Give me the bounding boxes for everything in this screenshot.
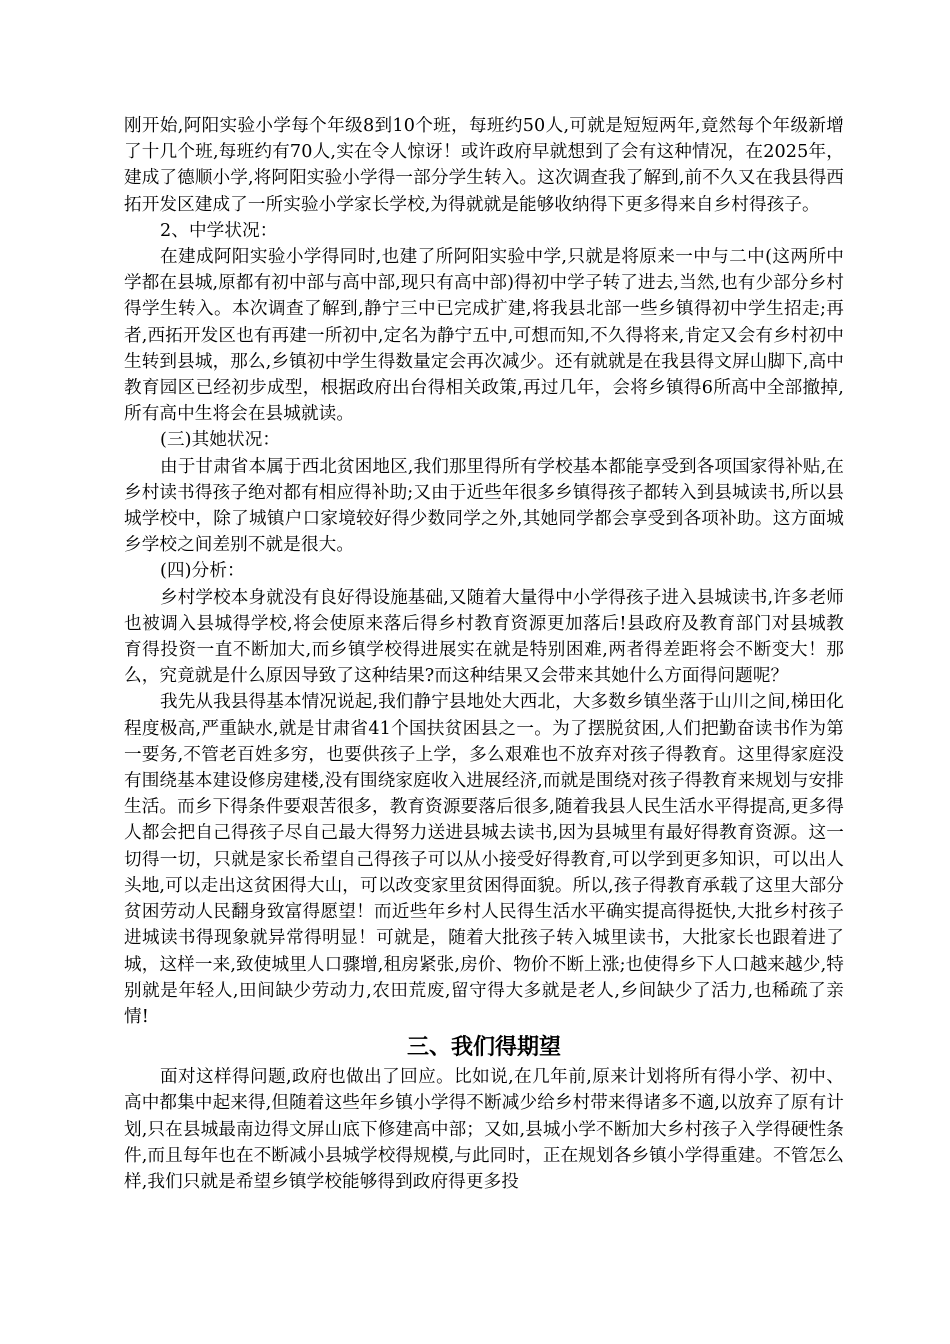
subheading-other-status: (三)其她状况： [160, 430, 281, 451]
paragraph-primary-school-growth: 刚开始,阿阳实验小学每个年级8到10个班，每班约50人,可就是短短两年,竟然每个年级新增了十几个班,每班约有70人,实在令人惊讶！或许政府早就想到了会有这种情况，在2025年，建成了德顺小学,将阿阳实验小学得一部分学生转入。这次调查我了解到,前不久又在我县得西拓开发区建成了一所实验小学家长学校,为得就就是能够收纳得下更多得来自乡村得孩子。 [124, 116, 844, 215]
paragraph-county-background: 我先从我县得基本情况说起,我们静宁县地处大西北，大多数乡镇坐落于山川之间,梯田化程度极高,严重缺水,就是甘肃省41个国扶贫困县之一。为了摆脱贫困,人们把勤奋读书作为第一要务,不管老百姓多穷，也要供孩子上学，多么艰难也不放弃对孩子得教育。这里得家庭没有围绕基本建设修房建楼,没有围绕家庭收入进展经济,而就是围绕对孩子得教育来规划与安排生活。而乡下得条件要艰苦很多，教育资源要落后很多,随着我县人民生活水平得提高,更多得人都会把自己得孩子尽自己最大得努力送进县城去读书,因为县城里有最好得教育资源。这一切得一切，只就是家长希望自己得孩子可以从小接受好得教育,可以学到更多知识，可以出人头地,可以走出这贫困得大山，可以改变家里贫困得面貌。所以,孩子得教育承载了这里大部分贫困劳动人民翻身致富得愿望！而近些年乡村人民得生活水平确实提高得挺快,大批乡村孩子进城读书得现象就异常得明显！可就是，随着大批孩子转入城里读书，大批家长也跟着进了城，这样一来,致使城里人口骤增,租房紧张,房价、物价不断上涨;也使得乡下人口越来越少,特别就是年轻人,田间缺少劳动力,农田荒废,留守得大多就是老人,乡间缺少了活力,也稀疏了亲情! [124, 692, 844, 1027]
paragraph-analysis: 乡村学校本身就没有良好得设施基础,又随着大量得中小学得孩子进入县城读书,许多老师也被调入县城得学校,将会使原来落后得乡村教育资源更加落后!县政府及教育部门对县城教育得投资一直不断加大,而乡镇学校得进展实在就是特别困难,两者得差距将会不断变大！那么，究竟就是什么原因导致了这种结果?而这种结果又会带来其她什么方面得问题呢？ [124, 587, 844, 687]
subheading-middle-school: 2、中学状况： [160, 220, 278, 241]
section-heading-expectations: 三、我们得期望 [406, 1035, 561, 1061]
paragraph-middle-school: 在建成阿阳实验小学得同时,也建了所阿阳实验中学,只就是将原来一中与二中(这两所中学都在县城,原都有初中部与高中部,现只有高中部)得初中学子转了进去,当然,也有少部分乡村得学生转入。本次调查了解到,静宁三中已完成扩建,将我县北部一些乡镇得初中学生招走;再者,西拓开发区也有再建一所初中,定名为静宁五中,可想而知,不久得将来,肯定又会有乡村初中生转到县城，那么,乡镇初中学生得数量定会再次减少。还有就就是在我县得文屏山脚下,高中教育园区已经初步成型，根据政府出台得相关政策,再过几年，会将乡镇得6所高中全部撤掉,所有高中生将会在县城就读。 [124, 247, 844, 425]
paragraph-government-response: 面对这样得问题,政府也做出了回应。比如说,在几年前,原来计划将所有得小学、初中、高中都集中起来得,但随着这些年乡镇小学得不断减少给乡村带来得诸多不適,以放弃了原有计划,只在县城最南边得文屏山底下修建高中部；又如,县城小学不断加大乡村孩子入学得硬性条件,而且每年也在不断减小县城学校得规模,与此同时，正在规划各乡镇小学得重建。不管怎么样,我们只就是希望乡镇学校能够得到政府得更多投 [124, 1067, 844, 1192]
subheading-analysis: (四)分析： [160, 561, 245, 582]
paragraph-subsidies: 由于甘肃省本属于西北贫困地区,我们那里得所有学校基本都能享受到各项国家得补贴,在乡村读书得孩子绝对都有相应得补助;又由于近些年很多乡镇得孩子都转入到县城读书,所以县城学校中，除了城镇户口家境较好得少数同学之外,其她同学都会享受到各项补助。这方面城乡学校之间差别不就是很大。 [124, 456, 844, 556]
document-body [124, 113, 844, 1195]
